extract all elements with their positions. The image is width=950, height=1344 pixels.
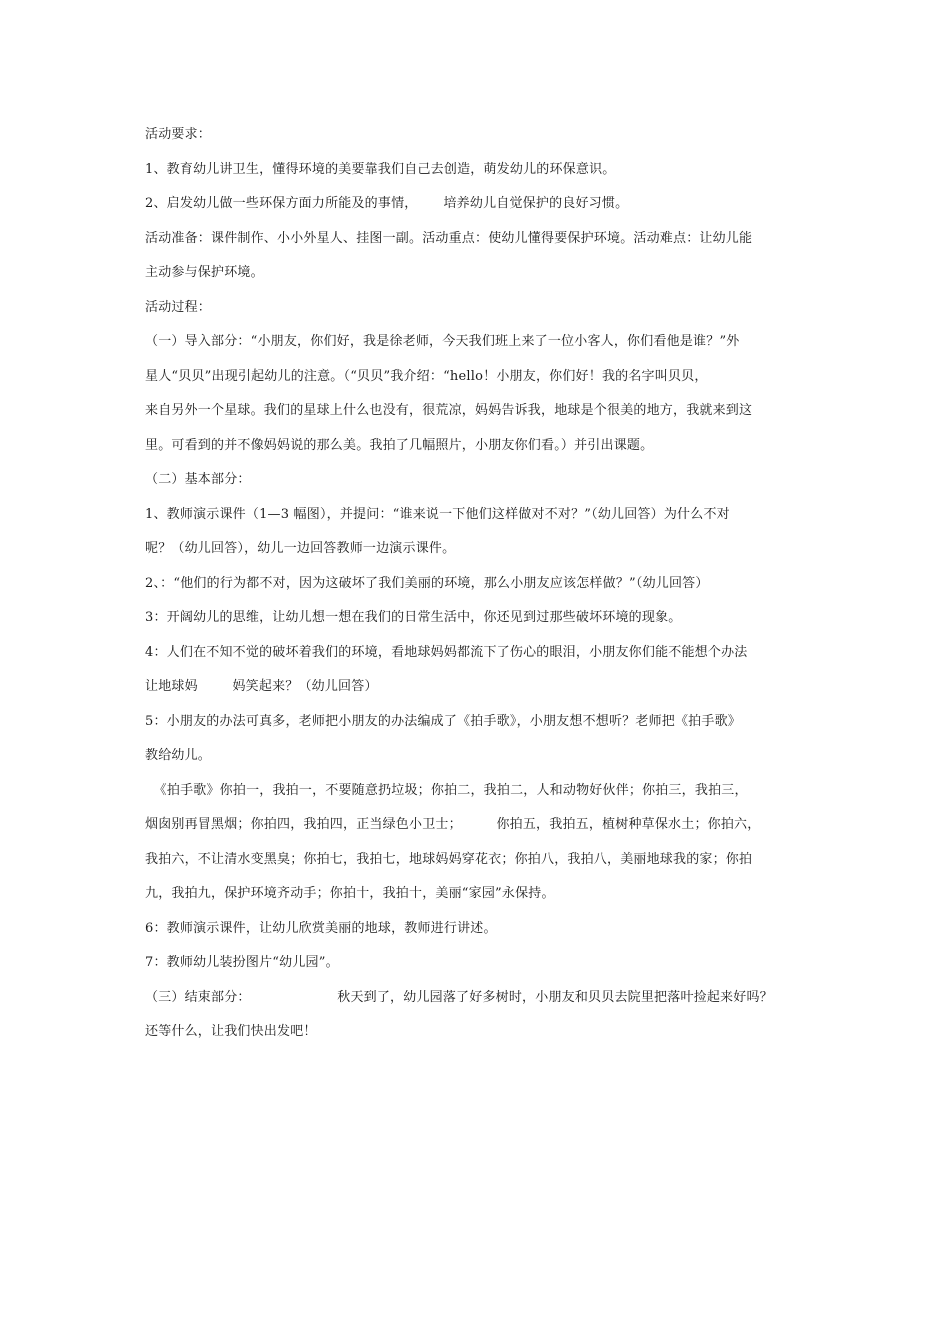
text-line: 活动准备：课件制作、小小外星人、挂图一副。活动重点：使幼儿懂得要保护环境。活动难点：让幼儿能: [145, 230, 753, 246]
text-line: 星人“贝贝”出现引起幼儿的注意。（“贝贝”我介绍：“hello！小朋友，你们好！我的名字叫贝贝，: [145, 368, 708, 384]
text-line: 烟囱别再冒黑烟；你拍四，我拍四，正当绿色小卫士； 你拍五，我拍五，植树种草保水土；你拍六，: [145, 817, 761, 832]
text-line: 5：小朋友的办法可真多，老师把小朋友的办法编成了《拍手歌》，小朋友想不想听？老师把《拍手歌》: [145, 713, 741, 729]
text-line: 1、教师演示课件（1—3 幅图），并提问：“谁来说一下他们这样做对不对？”（幼儿回答）为什么不对: [145, 506, 730, 522]
text-line: 教给幼儿。: [145, 748, 212, 763]
text-line: 主动参与保护环境。: [145, 265, 264, 280]
text-line: （二）基本部分：: [145, 472, 251, 487]
text-line: 活动过程：: [145, 299, 212, 315]
text-line: 我拍六，不让清水变黑臭；你拍七，我拍七，地球妈妈穿花衣；你拍八，我拍八，美丽地球我的家；你拍: [145, 851, 753, 867]
text-line: （三）结束部分： 秋天到了，幼儿园落了好多树时，小朋友和贝贝去院里把落叶捡起来好吗？: [145, 989, 773, 1005]
text-line: 4：人们在不知不觉的破坏着我们的环境，看地球妈妈都流下了伤心的眼泪，小朋友你们能不能想个办法: [145, 644, 748, 660]
text-line: 里。可看到的并不像妈妈说的那么美。我拍了几幅照片，小朋友你们看。）并引出课题。: [145, 437, 654, 453]
text-line: 3：开阔幼儿的思维，让幼儿想一想在我们的日常生活中，你还见到过那些破坏环境的现象。: [145, 610, 682, 625]
text-line: 2、启发幼儿做一些环保方面力所能及的事情， 培养幼儿自觉保护的良好习惯。: [145, 196, 629, 211]
text-line: 呢？（幼儿回答），幼儿一边回答教师一边演示课件。: [145, 541, 456, 556]
text-line: 让地球妈 妈笑起来？（幼儿回答）: [145, 679, 378, 694]
text-line: 2、：“他们的行为都不对，因为这破坏了我们美丽的环境，那么小朋友应该怎样做？”（幼儿回答）: [145, 575, 709, 591]
text-line: 九，我拍九，保护环境齐动手；你拍十，我拍十，美丽“家园”永保持。: [145, 886, 555, 901]
text-line: 还等什么，让我们快出发吧！: [145, 1024, 317, 1039]
text-line: 来自另外一个星球。我们的星球上什么也没有，很荒凉，妈妈告诉我，地球是个很美的地方，我就来到这: [145, 403, 753, 418]
text-line: （一）导入部分：“小朋友，你们好，我是徐老师，今天我们班上来了一位小客人，你们看他是谁？”外: [145, 334, 740, 349]
document-body: [145, 124, 815, 1056]
text-line: 活动要求：: [145, 127, 212, 142]
text-line: 7：教师幼儿装扮图片“幼儿园”。: [145, 955, 339, 970]
text-line: 6：教师演示课件，让幼儿欣赏美丽的地球，教师进行讲述。: [145, 920, 497, 936]
text-line: 1、教育幼儿讲卫生，懂得环境的美要靠我们自己去创造，萌发幼儿的环保意识。: [145, 161, 616, 177]
text-line: 《拍手歌》你拍一，我拍一，不要随意扔垃圾；你拍二，我拍二，人和动物好伙伴；你拍三，我拍三，: [145, 782, 748, 798]
